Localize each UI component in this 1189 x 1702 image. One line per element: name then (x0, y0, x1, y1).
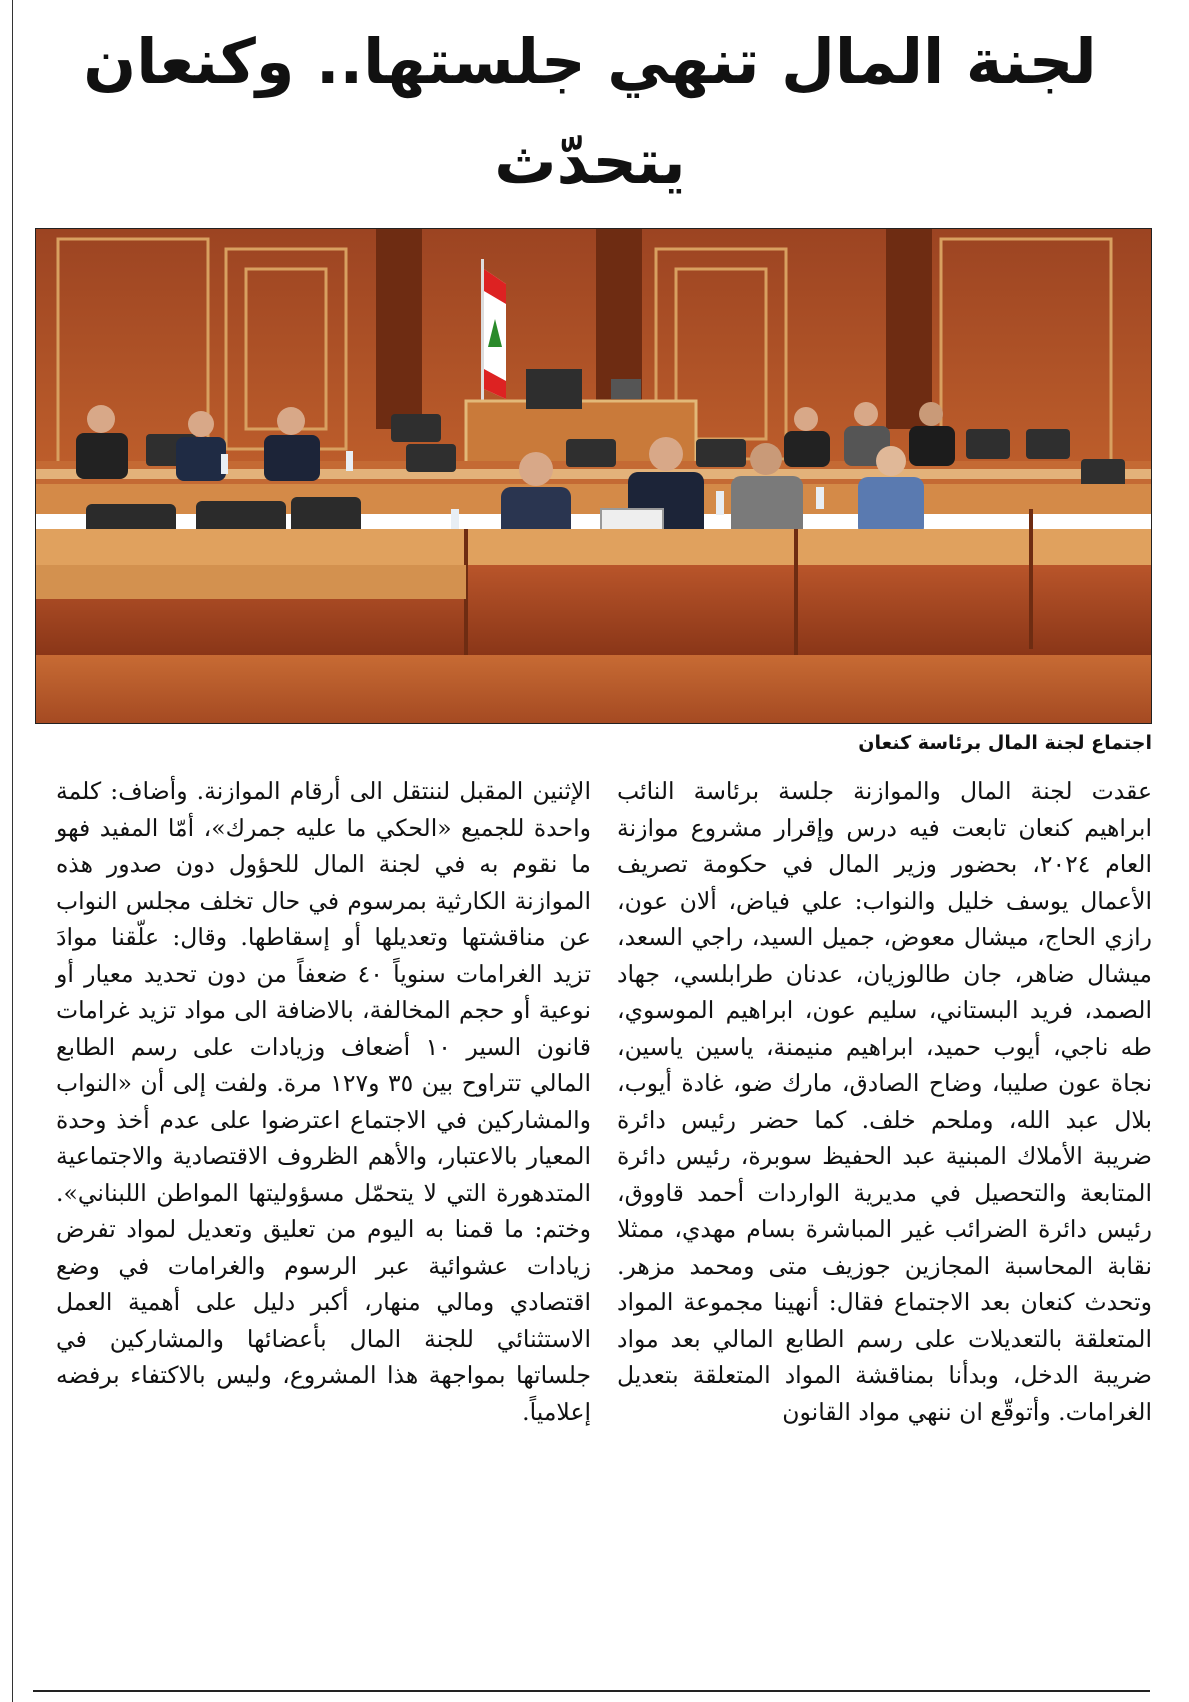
photo-caption: اجتماع لجنة المال برئاسة كنعان (858, 732, 1152, 754)
article-column-left: الإثنين المقبل لننتقل الى أرقام الموازنة. وأضاف: كلمة واحدة للجميع «الحكي ما عليه جمرك»، أمّا المفيد فهو ما نقوم به في لجنة المال للحؤول دون صدور هذه الموازنة الكارثية بمرسوم في حال تخلف مجلس النواب عن مناقشتها وتعديلها أو إسقاطها. وقال: علّقنا موادَ تزيد الغرامات سنوياً ٤٠ ضعفاً من دون تحديد معيار أو نوعية أو حجم المخالفة، بالاضافة الى مواد تزيد غرامات قانون السير ١٠ أضعاف وزيادات على رسم الطابع المالي تتراوح بين ٣٥ و١٢٧ مرة. ولفت إلى أن «النواب والمشاركين في الاجتماع اعترضوا على عدم أخذ وحدة المعيار بالاعتبار، والأهم الظروف الاقتصادية والاجتماعية المتدهورة التي لا يتحمّل مسؤوليتها المواطن اللبناني». وختم: ما قمنا به اليوم من تعليق وتعديل لمواد تفرض زيادات عشوائية عبر الرسوم والغرامات في وضع اقتصادي ومالي منهار، أكبر دليل على أهمية العمل الاستثنائي للجنة المال بأعضائها والمشاركين في جلساتها بمواجهة هذا المشروع، وليس بالاكتفاء برفضه إعلامياً. (56, 777, 592, 1426)
headline-line-1: لجنة المال تنهي جلستها.. وكنعان يتحدّث (83, 25, 1097, 198)
committee-meeting-photo (35, 228, 1152, 724)
article-column-right: عقدت لجنة المال والموازنة جلسة برئاسة النائب ابراهيم كنعان تابعت فيه درس وإقرار مشروع موازنة العام ٢٠٢٤، بحضور وزير المال في حكومة تصريف الأعمال يوسف خليل والنواب: علي فياض، ألان عون، رازي الحاج، ميشال معوض، جميل السيد، راجي السعد، ميشال ضاهر، جان طالوزيان، عدنان طرابلسي، جهاد الصمد، فريد البستاني، سليم عون، ابراهيم الموسوي، طه ناجي، أيوب حميد، ابراهيم منيمنة، ياسين ياسين، نجاة عون صليبا، وضاح الصادق، مارك ضو، غادة أيوب، بلال عبد الله، وملحم خلف. كما حضر رئيس دائرة ضريبة الأملاك المبنية عبد الحفيظ سوبرة، رئيس دائرة المتابعة والتحصيل في مديرية الواردات أحمد قاووق، رئيس دائرة الضرائب غير المباشرة بسام مهدي، ممثلا نقابة المحاسبة المجازين جوزيف متى ومحمد مزهر. وتحدث كنعان بعد الاجتماع فقال: أنهينا مجموعة المواد المتعلقة بالتعديلات على رسم الطابع المالي بعد مواد ضريبة الدخل، وبدأنا بمناقشة المواد المتعلقة بتعديل الغرامات. وأتوقّع ان ننهي مواد القانون (617, 777, 1152, 1426)
bottom-divider-line (33, 1690, 1150, 1692)
column-divider-line (12, 0, 13, 1702)
